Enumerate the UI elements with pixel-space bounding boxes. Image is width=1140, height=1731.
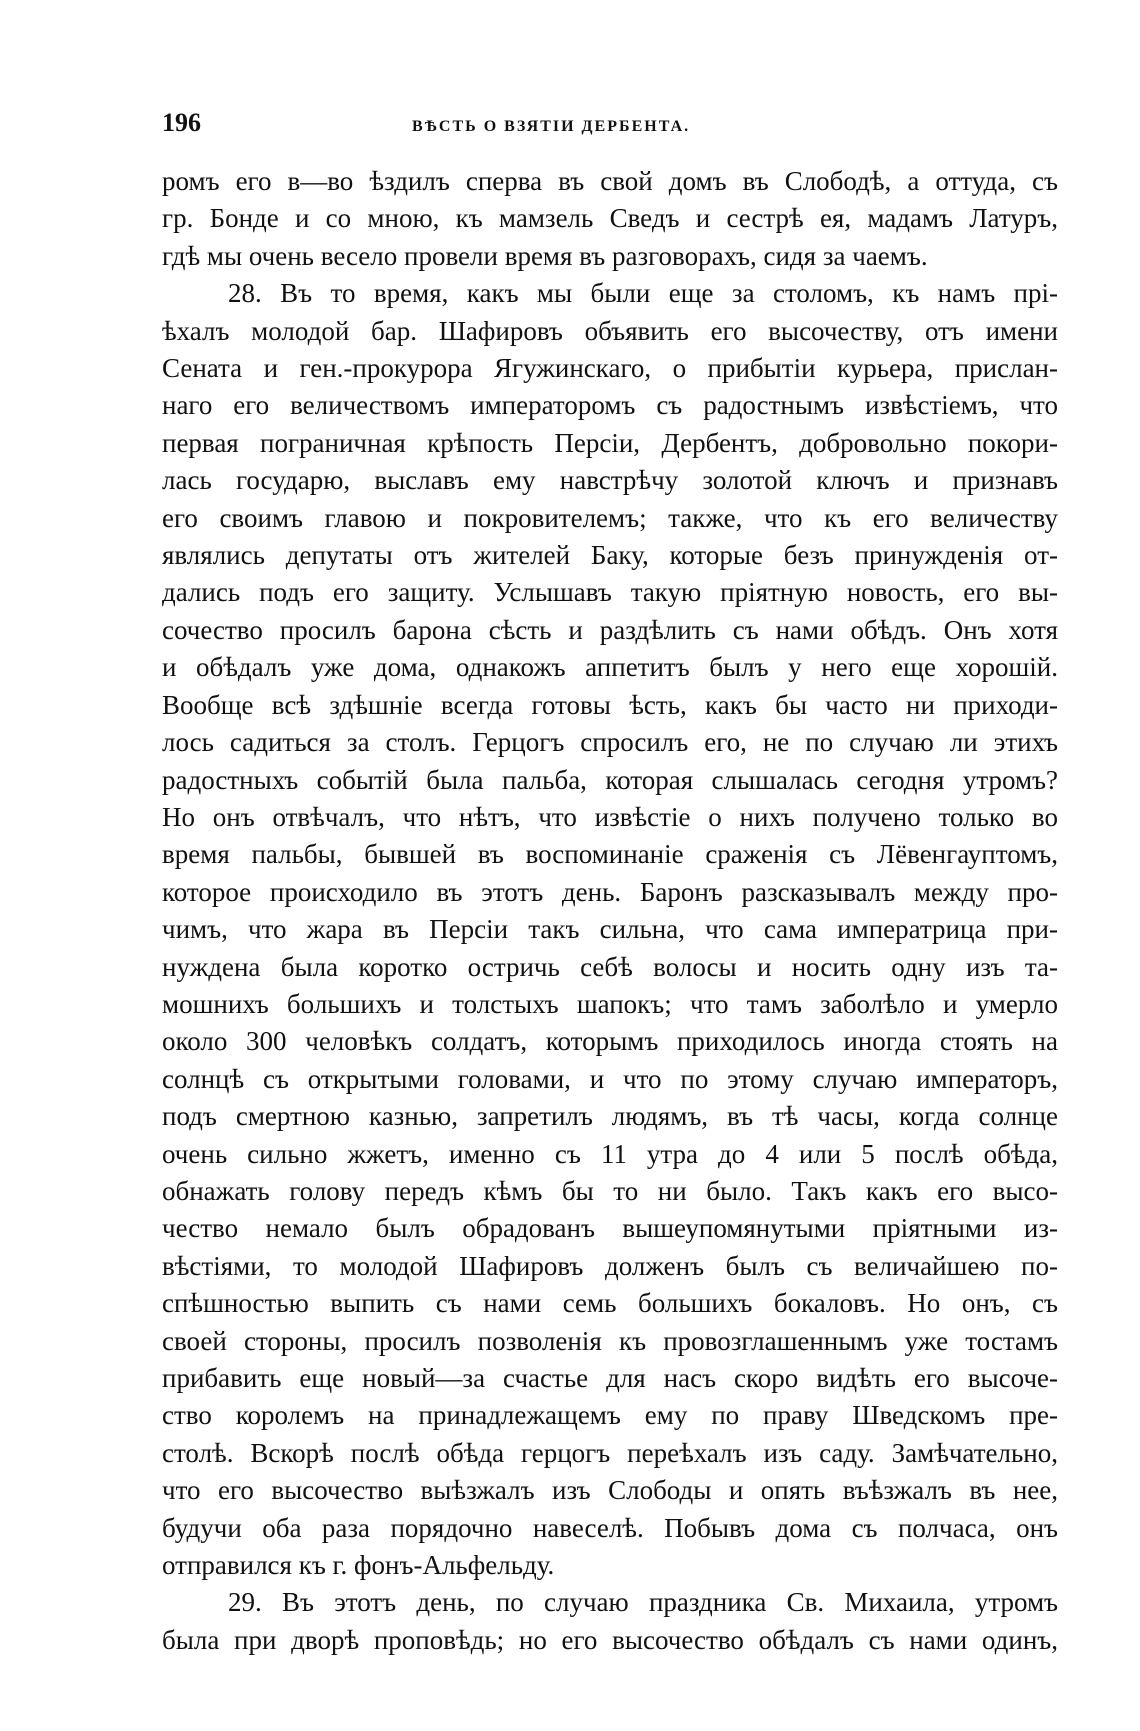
text-line: Сената и ген.-прокурора Ягужинскаго, о прибытіи курьера, прислан- bbox=[162, 353, 1058, 384]
body-text bbox=[162, 163, 1058, 1659]
text-line: ромъ его в—во ѣздилъ сперва въ свой домъ въ Слободѣ, а оттуда, съ bbox=[162, 166, 1058, 196]
text-line: его своимъ главою и покровителемъ; также, что къ его величеству bbox=[162, 502, 1058, 533]
text-line: что его высочество выѣзжалъ изъ Слободы и опять въѣзжалъ въ нее, bbox=[162, 1475, 1058, 1506]
text-line: нуждена была коротко остричь себѣ волосы и носить одну изъ та- bbox=[162, 951, 1058, 982]
text-line: гдѣ мы очень весело провели время въ разговорахъ, сидя за чаемъ. bbox=[162, 240, 928, 271]
text-line: которое происходило въ этотъ день. Баронъ разсказывалъ между про- bbox=[162, 876, 1058, 907]
text-line: первая пограничная крѣпость Персіи, Дербентъ, добровольно покори- bbox=[162, 427, 1058, 458]
text-line: подъ смертною казнью, запретилъ людямъ, въ тѣ часы, когда солнце bbox=[162, 1101, 1058, 1132]
text-line: дались подъ его защиту. Услышавъ такую пріятную новость, его вы- bbox=[162, 577, 1058, 608]
text-line: являлись депутаты отъ жителей Баку, которые безъ принужденія от- bbox=[162, 540, 1058, 571]
text-line: около 300 человѣкъ солдатъ, которымъ приходилось иногда стоять на bbox=[162, 1026, 1058, 1057]
text-line: обнажать голову передъ кѣмъ бы то ни было. Такъ какъ его высо- bbox=[162, 1175, 1058, 1206]
text-line: спѣшностью выпить съ нами семь большихъ бокаловъ. Но онъ, съ bbox=[162, 1288, 1058, 1319]
page-number: 196 bbox=[162, 108, 201, 137]
text-line: отправился къ г. фонъ-Альфельду. bbox=[162, 1550, 555, 1581]
text-line: Но онъ отвѣчалъ, что нѣтъ, что извѣстіе о нихъ получено только во bbox=[162, 801, 1058, 832]
text-line: сочество просилъ барона сѣсть и раздѣлить съ нами обѣдъ. Онъ хотя bbox=[162, 614, 1058, 645]
text-line: солнцѣ съ открытыми головами, и что по этому случаю императоръ, bbox=[162, 1063, 1058, 1094]
text-line: была при дворѣ проповѣдь; но его высочество обѣдалъ съ нами одинъ, bbox=[162, 1624, 1058, 1655]
text-line: чимъ, что жара въ Персіи такъ сильна, что сама императрица при- bbox=[162, 914, 1058, 945]
text-line: столѣ. Вскорѣ послѣ обѣда герцогъ переѣхалъ изъ саду. Замѣчательно, bbox=[162, 1437, 1058, 1468]
text-line: и обѣдалъ уже дома, однакожъ аппетитъ былъ у него еще хорошій. bbox=[162, 652, 1058, 683]
text-line: очень сильно жжетъ, именно съ 11 утра до 4 или 5 послѣ обѣда, bbox=[162, 1138, 1058, 1169]
text-line: радостныхъ событій была пальба, которая слышалась сегодня утромъ? bbox=[162, 764, 1058, 795]
running-title: ВѢСТЬ О ВЗЯТІИ ДЕРБЕНТА. bbox=[412, 118, 691, 135]
text-line: своей стороны, просилъ позволенія къ провозглашеннымъ уже тостамъ bbox=[162, 1325, 1058, 1356]
text-line: мошнихъ большихъ и толстыхъ шапокъ; что тамъ заболѣло и умерло bbox=[162, 988, 1058, 1019]
text-line: ство королемъ на принадлежащемъ ему по праву Шведскомъ пре- bbox=[162, 1400, 1058, 1431]
text-line: лась государю, выславъ ему навстрѣчу золотой ключъ и признавъ bbox=[162, 465, 1058, 496]
paragraph-29-start: 29. Въ этотъ день, по случаю праздника Св. Михаила, утромъ bbox=[228, 1587, 1058, 1618]
text-line: гр. Бонде и со мною, къ мамзель Сведъ и сестрѣ ея, мадамъ Латуръ, bbox=[162, 203, 1058, 234]
text-line: будучи оба раза порядочно навеселѣ. Побывъ дома съ полчаса, онъ bbox=[162, 1512, 1058, 1543]
text-line: чество немало былъ обрадованъ вышеупомянутыми пріятными из- bbox=[162, 1213, 1058, 1244]
text-line: прибавить еще новый—за счастье для насъ скоро видѣть его высоче- bbox=[162, 1363, 1058, 1393]
text-line: лось садиться за столъ. Герцогъ спросилъ его, не по случаю ли этихъ bbox=[162, 727, 1058, 758]
text-line: наго его величествомъ императоромъ съ радостнымъ извѣстіемъ, что bbox=[162, 390, 1058, 421]
paragraph-28-start: 28. Въ то время, какъ мы были еще за столомъ, къ намъ прі- bbox=[228, 278, 1058, 309]
text-line: вѣстіями, то молодой Шафировъ долженъ былъ съ величайшею по- bbox=[162, 1250, 1058, 1281]
page-header bbox=[162, 108, 1058, 142]
text-line: Вообще всѣ здѣшніе всегда готовы ѣсть, какъ бы часто ни приходи- bbox=[162, 689, 1058, 720]
text-line: время пальбы, бывшей въ воспоминаніе сраженія съ Лёвенгауптомъ, bbox=[162, 839, 1058, 870]
text-line: ѣхалъ молодой бар. Шафировъ объявить его высочеству, отъ имени bbox=[162, 315, 1058, 346]
